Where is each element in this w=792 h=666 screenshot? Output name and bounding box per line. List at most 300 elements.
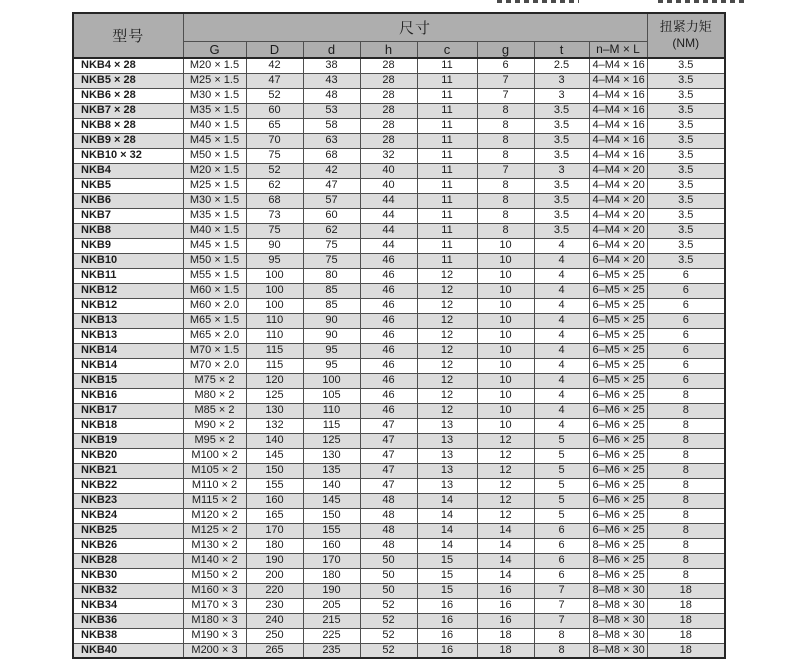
table-cell: 46 bbox=[360, 253, 417, 268]
cell-model: NKB5 bbox=[73, 178, 183, 193]
table-cell: 3.5 bbox=[534, 118, 589, 133]
table-cell: 6 bbox=[534, 523, 589, 538]
table-cell: 5 bbox=[534, 508, 589, 523]
table-cell: 6 bbox=[647, 313, 725, 328]
table-cell: 70 bbox=[246, 133, 303, 148]
table-cell: 12 bbox=[417, 328, 477, 343]
table-row bbox=[73, 163, 725, 178]
cell-model: NKB13 bbox=[73, 313, 183, 328]
table-cell: 46 bbox=[360, 358, 417, 373]
table-cell: 190 bbox=[303, 583, 360, 598]
table-cell: 44 bbox=[360, 238, 417, 253]
table-cell: 6 bbox=[534, 538, 589, 553]
cell-n-m-l: 6–M6 × 25 bbox=[589, 523, 647, 538]
cell-n-m-l: 6–M6 × 25 bbox=[589, 478, 647, 493]
table-cell: M125 × 2 bbox=[183, 523, 246, 538]
table-cell: 4 bbox=[534, 313, 589, 328]
table-cell: M85 × 2 bbox=[183, 403, 246, 418]
table-cell: M45 × 1.5 bbox=[183, 133, 246, 148]
table-cell: 13 bbox=[417, 478, 477, 493]
table-row bbox=[73, 343, 725, 358]
table-cell: M40 × 1.5 bbox=[183, 118, 246, 133]
table-cell: M35 × 1.5 bbox=[183, 208, 246, 223]
table-cell: 2.5 bbox=[534, 58, 589, 73]
table-cell: 46 bbox=[360, 343, 417, 358]
table-cell: 48 bbox=[303, 88, 360, 103]
table-cell: 46 bbox=[360, 403, 417, 418]
table-cell: 4 bbox=[534, 343, 589, 358]
table-cell: 4 bbox=[534, 298, 589, 313]
table-cell: M20 × 1.5 bbox=[183, 163, 246, 178]
table-cell: 46 bbox=[360, 268, 417, 283]
table-cell: 135 bbox=[303, 463, 360, 478]
table-cell: 10 bbox=[477, 403, 534, 418]
table-cell: 8 bbox=[477, 208, 534, 223]
cell-model: NKB15 bbox=[73, 373, 183, 388]
table-cell: 4 bbox=[534, 238, 589, 253]
cell-model: NKB9 × 28 bbox=[73, 133, 183, 148]
table-cell: M190 × 3 bbox=[183, 628, 246, 643]
table-cell: 50 bbox=[360, 553, 417, 568]
table-cell: M40 × 1.5 bbox=[183, 223, 246, 238]
table-cell: 130 bbox=[246, 403, 303, 418]
table-cell: 18 bbox=[647, 628, 725, 643]
table-cell: 16 bbox=[417, 628, 477, 643]
table-cell: 68 bbox=[246, 193, 303, 208]
table-cell: 52 bbox=[246, 88, 303, 103]
table-cell: 18 bbox=[647, 583, 725, 598]
table-cell: 16 bbox=[477, 583, 534, 598]
table-cell: M60 × 2.0 bbox=[183, 298, 246, 313]
torque-header-line2: (NM) bbox=[672, 36, 700, 51]
cell-model: NKB7 bbox=[73, 208, 183, 223]
cell-model: NKB20 bbox=[73, 448, 183, 463]
table-row bbox=[73, 403, 725, 418]
table-cell: 18 bbox=[647, 598, 725, 613]
column-header-torque bbox=[647, 13, 725, 58]
column-header-t: t bbox=[534, 41, 589, 58]
table-cell: M70 × 1.5 bbox=[183, 343, 246, 358]
table-cell: 8 bbox=[477, 193, 534, 208]
table-cell: 6 bbox=[647, 358, 725, 373]
table-cell: 46 bbox=[360, 373, 417, 388]
table-cell: M170 × 3 bbox=[183, 598, 246, 613]
table-cell: 3.5 bbox=[647, 118, 725, 133]
cell-model: NKB36 bbox=[73, 613, 183, 628]
table-cell: 13 bbox=[417, 448, 477, 463]
cell-n-m-l: 6–M6 × 25 bbox=[589, 463, 647, 478]
table-cell: 11 bbox=[417, 178, 477, 193]
dimension-spec-table bbox=[72, 12, 726, 659]
table-cell: 5 bbox=[534, 463, 589, 478]
cell-n-m-l: 6–M6 × 25 bbox=[589, 418, 647, 433]
table-cell: 3.5 bbox=[647, 103, 725, 118]
table-cell: 3.5 bbox=[647, 163, 725, 178]
table-cell: 65 bbox=[246, 118, 303, 133]
table-cell: 100 bbox=[246, 268, 303, 283]
cell-model: NKB21 bbox=[73, 463, 183, 478]
table-row bbox=[73, 418, 725, 433]
table-cell: 120 bbox=[246, 373, 303, 388]
table-cell: 85 bbox=[303, 283, 360, 298]
table-cell: 12 bbox=[477, 463, 534, 478]
table-row bbox=[73, 628, 725, 643]
table-cell: 5 bbox=[534, 448, 589, 463]
table-cell: 90 bbox=[246, 238, 303, 253]
table-cell: 230 bbox=[246, 598, 303, 613]
table-cell: 6 bbox=[647, 268, 725, 283]
table-cell: 50 bbox=[360, 583, 417, 598]
table-row bbox=[73, 118, 725, 133]
table-row bbox=[73, 463, 725, 478]
table-cell: 10 bbox=[477, 268, 534, 283]
table-cell: 6 bbox=[477, 58, 534, 73]
table-cell: 215 bbox=[303, 613, 360, 628]
cell-n-m-l: 6–M6 × 25 bbox=[589, 403, 647, 418]
table-cell: 48 bbox=[360, 493, 417, 508]
cell-n-m-l: 4–M4 × 20 bbox=[589, 208, 647, 223]
cell-n-m-l: 4–M4 × 20 bbox=[589, 163, 647, 178]
cell-n-m-l: 8–M8 × 30 bbox=[589, 583, 647, 598]
table-cell: 11 bbox=[417, 118, 477, 133]
table-cell: 110 bbox=[246, 328, 303, 343]
cell-n-m-l: 8–M6 × 25 bbox=[589, 568, 647, 583]
table-cell: 3.5 bbox=[647, 208, 725, 223]
table-cell: M30 × 1.5 bbox=[183, 88, 246, 103]
table-cell: 6 bbox=[647, 343, 725, 358]
table-row bbox=[73, 208, 725, 223]
table-cell: 28 bbox=[360, 73, 417, 88]
table-cell: M110 × 2 bbox=[183, 478, 246, 493]
table-cell: 150 bbox=[246, 463, 303, 478]
cell-model: NKB14 bbox=[73, 358, 183, 373]
table-cell: 11 bbox=[417, 73, 477, 88]
table-cell: 100 bbox=[246, 283, 303, 298]
table-cell: 46 bbox=[360, 298, 417, 313]
table-cell: 95 bbox=[246, 253, 303, 268]
cell-n-m-l: 6–M6 × 25 bbox=[589, 448, 647, 463]
table-cell: 75 bbox=[303, 238, 360, 253]
cell-model: NKB25 bbox=[73, 523, 183, 538]
cell-model: NKB17 bbox=[73, 403, 183, 418]
table-cell: 3.5 bbox=[534, 148, 589, 163]
table-cell: 180 bbox=[303, 568, 360, 583]
table-cell: 47 bbox=[360, 463, 417, 478]
column-header-h: h bbox=[360, 41, 417, 58]
table-cell: 8 bbox=[534, 628, 589, 643]
table-cell: 10 bbox=[477, 343, 534, 358]
table-cell: 10 bbox=[477, 418, 534, 433]
table-cell: 4 bbox=[534, 358, 589, 373]
table-cell: 18 bbox=[647, 643, 725, 658]
table-cell: 12 bbox=[417, 298, 477, 313]
table-cell: 14 bbox=[477, 538, 534, 553]
table-cell: 42 bbox=[246, 58, 303, 73]
cell-model: NKB38 bbox=[73, 628, 183, 643]
table-row bbox=[73, 73, 725, 88]
table-row bbox=[73, 358, 725, 373]
table-cell: 13 bbox=[417, 463, 477, 478]
table-cell: 225 bbox=[303, 628, 360, 643]
table-cell: 5 bbox=[534, 433, 589, 448]
table-row bbox=[73, 583, 725, 598]
table-cell: 11 bbox=[417, 238, 477, 253]
table-cell: 6 bbox=[534, 553, 589, 568]
table-cell: M25 × 1.5 bbox=[183, 178, 246, 193]
cell-model: NKB4 × 28 bbox=[73, 58, 183, 73]
table-row bbox=[73, 283, 725, 298]
table-cell: 7 bbox=[534, 613, 589, 628]
cell-n-m-l: 6–M5 × 25 bbox=[589, 358, 647, 373]
cell-n-m-l: 4–M4 × 16 bbox=[589, 88, 647, 103]
table-cell: 10 bbox=[477, 253, 534, 268]
cell-n-m-l: 6–M5 × 25 bbox=[589, 268, 647, 283]
table-cell: 8 bbox=[647, 388, 725, 403]
table-cell: 160 bbox=[246, 493, 303, 508]
table-row bbox=[73, 88, 725, 103]
table-cell: 8 bbox=[647, 493, 725, 508]
cell-n-m-l: 6–M5 × 25 bbox=[589, 313, 647, 328]
table-cell: 52 bbox=[246, 163, 303, 178]
table-cell: 130 bbox=[303, 448, 360, 463]
table-cell: M90 × 2 bbox=[183, 418, 246, 433]
cell-model: NKB12 bbox=[73, 283, 183, 298]
table-cell: 4 bbox=[534, 328, 589, 343]
table-cell: 12 bbox=[477, 508, 534, 523]
table-cell: 8 bbox=[647, 448, 725, 463]
cutoff-text-fragment-right bbox=[658, 0, 745, 3]
table-cell: 90 bbox=[303, 313, 360, 328]
table-cell: 5 bbox=[534, 493, 589, 508]
table-cell: 57 bbox=[303, 193, 360, 208]
table-cell: 43 bbox=[303, 73, 360, 88]
table-cell: 44 bbox=[360, 208, 417, 223]
table-cell: 170 bbox=[246, 523, 303, 538]
table-cell: M65 × 1.5 bbox=[183, 313, 246, 328]
table-cell: 100 bbox=[303, 373, 360, 388]
table-cell: 40 bbox=[360, 163, 417, 178]
cell-n-m-l: 8–M8 × 30 bbox=[589, 643, 647, 658]
table-row bbox=[73, 508, 725, 523]
table-cell: 11 bbox=[417, 58, 477, 73]
table-cell: 5 bbox=[534, 478, 589, 493]
table-cell: M50 × 1.5 bbox=[183, 148, 246, 163]
table-cell: 11 bbox=[417, 253, 477, 268]
cell-n-m-l: 6–M4 × 20 bbox=[589, 253, 647, 268]
table-cell: 150 bbox=[303, 508, 360, 523]
table-cell: 105 bbox=[303, 388, 360, 403]
table-cell: 4 bbox=[534, 418, 589, 433]
table-cell: 132 bbox=[246, 418, 303, 433]
table-cell: 8 bbox=[647, 403, 725, 418]
table-cell: 15 bbox=[417, 553, 477, 568]
table-cell: 95 bbox=[303, 343, 360, 358]
table-cell: M120 × 2 bbox=[183, 508, 246, 523]
table-cell: 125 bbox=[246, 388, 303, 403]
table-cell: 4 bbox=[534, 253, 589, 268]
table-row bbox=[73, 253, 725, 268]
table-cell: 11 bbox=[417, 223, 477, 238]
table-cell: M50 × 1.5 bbox=[183, 253, 246, 268]
cell-model: NKB18 bbox=[73, 418, 183, 433]
cutoff-text-fragment-left bbox=[497, 0, 579, 3]
table-cell: 235 bbox=[303, 643, 360, 658]
table-cell: 205 bbox=[303, 598, 360, 613]
table-cell: 12 bbox=[417, 373, 477, 388]
table-cell: M20 × 1.5 bbox=[183, 58, 246, 73]
table-cell: M105 × 2 bbox=[183, 463, 246, 478]
table-cell: 155 bbox=[246, 478, 303, 493]
cell-model: NKB19 bbox=[73, 433, 183, 448]
table-row bbox=[73, 643, 725, 658]
table-row bbox=[73, 223, 725, 238]
column-header-d: d bbox=[303, 41, 360, 58]
table-cell: 3.5 bbox=[534, 208, 589, 223]
table-row bbox=[73, 448, 725, 463]
table-cell: 90 bbox=[303, 328, 360, 343]
table-cell: 48 bbox=[360, 523, 417, 538]
table-cell: 12 bbox=[477, 448, 534, 463]
column-header-c: c bbox=[417, 41, 477, 58]
table-cell: M95 × 2 bbox=[183, 433, 246, 448]
table-cell: 3.5 bbox=[534, 223, 589, 238]
table-cell: 7 bbox=[477, 88, 534, 103]
table-cell: 6 bbox=[534, 568, 589, 583]
table-cell: 12 bbox=[417, 283, 477, 298]
cell-n-m-l: 6–M5 × 25 bbox=[589, 328, 647, 343]
table-row bbox=[73, 538, 725, 553]
cell-n-m-l: 4–M4 × 20 bbox=[589, 193, 647, 208]
table-cell: 50 bbox=[360, 568, 417, 583]
table-cell: 75 bbox=[246, 148, 303, 163]
column-header-dimensions: 尺寸 bbox=[183, 13, 647, 41]
table-cell: 165 bbox=[246, 508, 303, 523]
table-cell: 8 bbox=[477, 178, 534, 193]
cell-model: NKB23 bbox=[73, 493, 183, 508]
table-cell: 10 bbox=[477, 358, 534, 373]
table-cell: 18 bbox=[477, 628, 534, 643]
cell-n-m-l: 4–M4 × 16 bbox=[589, 133, 647, 148]
cell-model: NKB16 bbox=[73, 388, 183, 403]
table-cell: 8 bbox=[647, 523, 725, 538]
table-cell: 8 bbox=[647, 463, 725, 478]
table-row bbox=[73, 178, 725, 193]
table-cell: 3.5 bbox=[534, 103, 589, 118]
cell-n-m-l: 4–M4 × 20 bbox=[589, 223, 647, 238]
column-header-n-m-l: n–M × L bbox=[589, 41, 647, 58]
table-cell: 3 bbox=[534, 163, 589, 178]
table-cell: M100 × 2 bbox=[183, 448, 246, 463]
table-cell: 8 bbox=[477, 118, 534, 133]
table-cell: 145 bbox=[303, 493, 360, 508]
cell-model: NKB30 bbox=[73, 568, 183, 583]
cell-n-m-l: 4–M4 × 16 bbox=[589, 73, 647, 88]
table-cell: 110 bbox=[303, 403, 360, 418]
table-row bbox=[73, 613, 725, 628]
table-cell: M160 × 3 bbox=[183, 583, 246, 598]
table-cell: 3.5 bbox=[647, 148, 725, 163]
table-cell: 60 bbox=[303, 208, 360, 223]
table-cell: 12 bbox=[417, 313, 477, 328]
table-cell: M35 × 1.5 bbox=[183, 103, 246, 118]
cell-n-m-l: 6–M6 × 25 bbox=[589, 508, 647, 523]
table-cell: M25 × 1.5 bbox=[183, 73, 246, 88]
table-cell: 8 bbox=[534, 643, 589, 658]
table-cell: 46 bbox=[360, 328, 417, 343]
table-cell: 4 bbox=[534, 373, 589, 388]
cell-model: NKB10 bbox=[73, 253, 183, 268]
cell-model: NKB9 bbox=[73, 238, 183, 253]
table-cell: 47 bbox=[303, 178, 360, 193]
table-cell: M130 × 2 bbox=[183, 538, 246, 553]
table-cell: 4 bbox=[534, 268, 589, 283]
table-cell: 7 bbox=[534, 598, 589, 613]
cell-model: NKB8 bbox=[73, 223, 183, 238]
table-cell: 14 bbox=[477, 568, 534, 583]
table-cell: 240 bbox=[246, 613, 303, 628]
table-cell: 47 bbox=[360, 448, 417, 463]
table-cell: 47 bbox=[360, 418, 417, 433]
table-cell: M45 × 1.5 bbox=[183, 238, 246, 253]
table-cell: 15 bbox=[417, 568, 477, 583]
table-cell: 12 bbox=[417, 403, 477, 418]
table-cell: 14 bbox=[417, 493, 477, 508]
table-cell: M70 × 2.0 bbox=[183, 358, 246, 373]
table-cell: 28 bbox=[360, 118, 417, 133]
table-cell: 4 bbox=[534, 403, 589, 418]
cell-n-m-l: 8–M8 × 30 bbox=[589, 598, 647, 613]
table-cell: 32 bbox=[360, 148, 417, 163]
table-cell: 11 bbox=[417, 163, 477, 178]
table-cell: 10 bbox=[477, 388, 534, 403]
table-cell: 180 bbox=[246, 538, 303, 553]
table-cell: M60 × 1.5 bbox=[183, 283, 246, 298]
table-body bbox=[73, 58, 725, 658]
table-cell: 115 bbox=[246, 358, 303, 373]
table-row bbox=[73, 568, 725, 583]
table-cell: 8 bbox=[647, 478, 725, 493]
table-cell: 3 bbox=[534, 73, 589, 88]
cell-model: NKB11 bbox=[73, 268, 183, 283]
table-cell: 28 bbox=[360, 103, 417, 118]
table-cell: 12 bbox=[417, 388, 477, 403]
column-header-d: D bbox=[246, 41, 303, 58]
table-cell: 6 bbox=[647, 328, 725, 343]
cell-n-m-l: 4–M4 × 20 bbox=[589, 178, 647, 193]
table-cell: 10 bbox=[477, 373, 534, 388]
table-cell: 46 bbox=[360, 283, 417, 298]
table-cell: 190 bbox=[246, 553, 303, 568]
table-row bbox=[73, 553, 725, 568]
table-cell: 13 bbox=[417, 433, 477, 448]
table-cell: 110 bbox=[246, 313, 303, 328]
table-cell: 12 bbox=[477, 493, 534, 508]
cell-n-m-l: 6–M4 × 20 bbox=[589, 238, 647, 253]
table-cell: 220 bbox=[246, 583, 303, 598]
table-cell: 52 bbox=[360, 613, 417, 628]
table-cell: 10 bbox=[477, 313, 534, 328]
table-cell: 3.5 bbox=[647, 88, 725, 103]
table-cell: M55 × 1.5 bbox=[183, 268, 246, 283]
table-cell: 8 bbox=[477, 103, 534, 118]
table-cell: 52 bbox=[360, 598, 417, 613]
cell-model: NKB32 bbox=[73, 583, 183, 598]
table-cell: 52 bbox=[360, 643, 417, 658]
table-cell: 52 bbox=[360, 628, 417, 643]
column-header-model: 型号 bbox=[73, 13, 183, 58]
table-cell: 8 bbox=[477, 133, 534, 148]
table-cell: 125 bbox=[303, 433, 360, 448]
